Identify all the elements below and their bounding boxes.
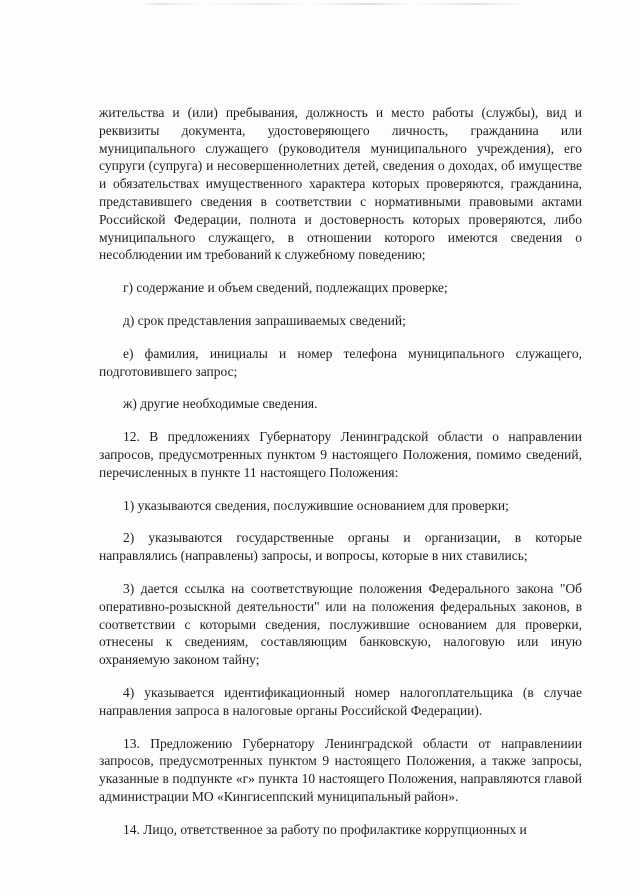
paragraph-item-zh: ж) другие необходимые сведения. — [123, 396, 318, 412]
paragraph-12-item-1: 1) указываются сведения, послужившие основанием для проверки; — [123, 497, 509, 513]
paragraph-item-e: е) фамилия, инициалы и номер телефона муниципального служащего, подготовившего запрос; — [99, 345, 582, 379]
paragraph-12: 12. В предложениях Губернатору Ленинградской области о направлении запросов, предусмотренных пунктом 9 настоящего Положения, помимо сведений, перечисленных в пункте 11 настоящего Положения: — [99, 429, 582, 480]
document-body — [99, 104, 582, 839]
paragraph-item-g: г) содержание и объем сведений, подлежащих проверке; — [123, 280, 448, 296]
paragraph-14: 14. Лицо, ответственное за работу по профилактике коррупционных и — [123, 821, 527, 837]
paragraph-item-d: д) срок представления запрашиваемых сведений; — [123, 312, 406, 328]
scan-artifact — [140, 3, 560, 5]
paragraph-13: 13. Предложению Губернатору Ленинградской области от направлениии запросов, предусмотренных пунктом 9 настоящего Положения, а также запросы, указанные в подпункте «г» пункта 10 настоящего Положения, направляются главой администрации МО «Кингисеппский муниципальный район». — [99, 735, 582, 804]
paragraph-continuation: жительства и (или) пребывания, должность и место работы (службы), вид и реквизиты документа, удостоверяющего личность, гражданина или муниципального служащего (руководителя муниципального учреждения), его супруги (супруга) и несовершеннолетних детей, сведения о доходах, об имуществе и обязательствах имущественного характера которых проверяются, гражданина, представившего сведения в соответствии с нормативными правовыми актами Российской Федерации, полнота и достоверность которых проверяются, либо муниципального служащего, в отношении которого имеются сведения о несоблюдении им требований к служебному поведению; — [99, 105, 582, 263]
paragraph-12-item-3: 3) дается ссылка на соответствующие положения Федерального закона "Об оперативно-розыскной деятельности" или на положения федеральных законов, в соответствии с которыми сведения, послужившие основанием для проверки, отнесены к сведениям, составляющим банковскую, налоговую или иную охраняемую законом тайну; — [99, 580, 582, 668]
paragraph-12-item-2: 2) указываются государственные органы и организации, в которые направлялись (направлены) запросы, и вопросы, которые в них ставились; — [99, 530, 582, 564]
paragraph-12-item-4: 4) указывается идентификационный номер налогоплательщика (в случае направления запроса в налоговые органы Российской Федерации). — [99, 684, 582, 718]
